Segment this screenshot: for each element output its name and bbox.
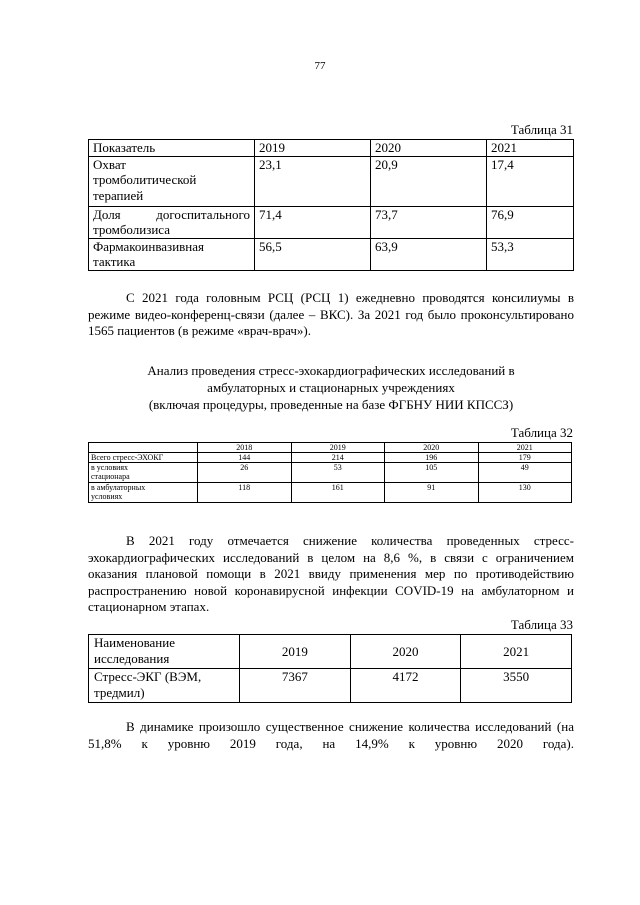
table-cell: 7367 (240, 669, 351, 703)
table-cell: 49 (478, 463, 572, 483)
table-header-row (89, 140, 574, 157)
table-row (89, 238, 574, 270)
table-cell: 20,9 (371, 156, 487, 206)
table-cell: 53,3 (487, 238, 574, 270)
header-cell: 2021 (461, 635, 572, 669)
table-cell: 214 (291, 453, 385, 463)
table-header-row (89, 635, 572, 669)
table-cell: 161 (291, 483, 385, 503)
header-cell: 2021 (487, 140, 574, 157)
table-row (89, 463, 572, 483)
table33 (88, 634, 572, 703)
paragraph-consilium: С 2021 года головным РСЦ (РСЦ 1) ежедневно проводятся консилиумы в режиме видео-конференц-связи (далее – ВКС). За 2021 год было проконсультировано 1565 пациентов (в режиме «врач-врач»). (88, 290, 574, 338)
row-label: Доля догоспитального тромболизиса (89, 206, 255, 238)
table-cell: 105 (385, 463, 479, 483)
table-row (89, 156, 574, 206)
table-cell: 23,1 (255, 156, 371, 206)
table-row (89, 669, 572, 703)
table-cell: 91 (385, 483, 479, 503)
paragraph-stress-echo: В 2021 году отмечается снижение количества проведенных стресс-эхокардиографических исследований в целом на 8,6 %, в связи с ограничением оказания плановой помощи в 2021 ввиду применения мер по противодействию распространению новой коронавирусной инфекции COVID-19 на амбулаторном и стационарном этапах. (88, 533, 574, 614)
table-cell: 53 (291, 463, 385, 483)
row-label: в условиях стационара (89, 463, 198, 483)
table-header-row (89, 443, 572, 453)
table-cell: 4172 (350, 669, 461, 703)
header-cell: 2020 (350, 635, 461, 669)
table-cell: 73,7 (371, 206, 487, 238)
page-number: 77 (314, 60, 326, 72)
paragraph-dynamics: В динамике произошло существенное снижение количества исследований (на 51,8% к уровню 2019 года, на 14,9% к уровню 2020 года). (88, 719, 574, 751)
table-cell: 26 (198, 463, 292, 483)
table-cell: 3550 (461, 669, 572, 703)
header-cell: Наименование исследования (89, 635, 240, 669)
table-cell: 71,4 (255, 206, 371, 238)
table-cell: 144 (198, 453, 292, 463)
table-cell: 118 (198, 483, 292, 503)
header-cell (89, 443, 198, 453)
table32-caption: Таблица 32 (510, 425, 573, 440)
table32 (88, 442, 572, 503)
section-heading (88, 362, 574, 413)
table-cell: 196 (385, 453, 479, 463)
table-row (89, 453, 572, 463)
table-row (89, 483, 572, 503)
heading-line: Анализ проведения стресс-эхокардиографических исследований в (147, 363, 515, 378)
table-cell: 56,5 (255, 238, 371, 270)
table-cell: 76,9 (487, 206, 574, 238)
table-cell: 63,9 (371, 238, 487, 270)
table-cell: 130 (478, 483, 572, 503)
table31 (88, 139, 574, 271)
row-label: в амбулаторных условиях (89, 483, 198, 503)
header-cell: 2019 (240, 635, 351, 669)
heading-line: (включая процедуры, проведенные на базе ФГБНУ НИИ КПССЗ) (148, 397, 514, 412)
table33-caption: Таблица 33 (510, 617, 573, 632)
heading-line: амбулаторных и стационарных учреждениях (207, 380, 455, 395)
header-cell: 2021 (478, 443, 572, 453)
header-cell: Показатель (89, 140, 255, 157)
table-cell: 179 (478, 453, 572, 463)
table-cell: 17,4 (487, 156, 574, 206)
header-cell: 2019 (255, 140, 371, 157)
header-cell: 2020 (385, 443, 479, 453)
row-label: Фармакоинвазивная тактика (89, 238, 255, 270)
row-label: Стресс-ЭКГ (ВЭМ, тредмил) (89, 669, 240, 703)
row-label: Охват тромболитической терапией (89, 156, 255, 206)
header-cell: 2020 (371, 140, 487, 157)
header-cell: 2019 (291, 443, 385, 453)
header-cell: 2018 (198, 443, 292, 453)
table31-caption: Таблица 31 (510, 122, 573, 137)
table-row (89, 206, 574, 238)
row-label: Всего стресс-ЭХОКГ (89, 453, 198, 463)
